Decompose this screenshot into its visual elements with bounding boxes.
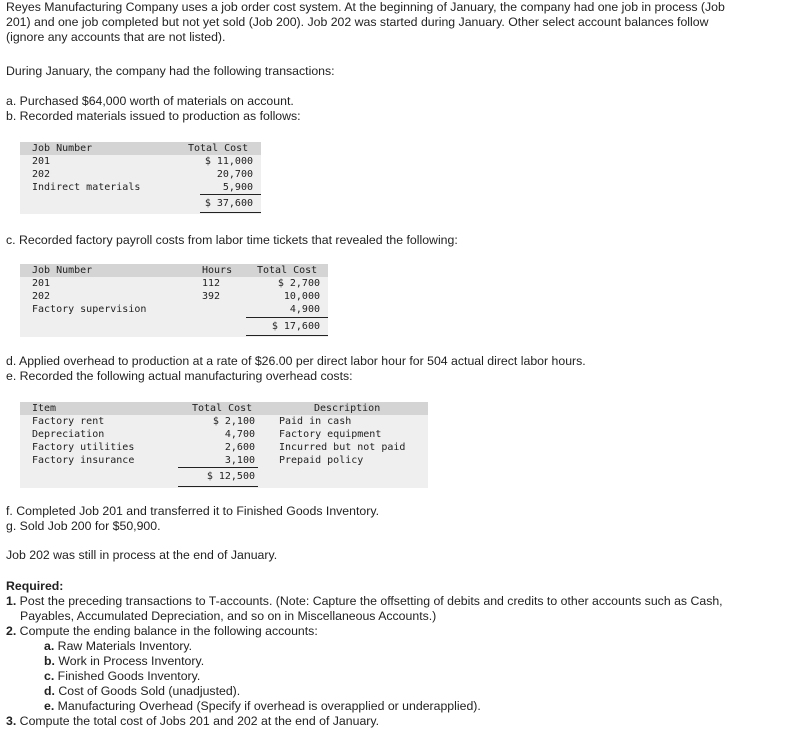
table-cell: Factory utilities (32, 442, 135, 453)
required-1-cont: Payables, Accumulated Depreciation, and so on in Miscellaneous Accounts.) (20, 609, 437, 623)
table-cell: $ 11,000 (204, 156, 253, 167)
header-description: Description (314, 403, 381, 414)
transaction-g: g. Sold Job 200 for $50,900. (6, 519, 161, 533)
intro-line-3: (ignore any accounts that are not listed). (6, 30, 226, 44)
required-2b: b. Work in Process Inventory. (44, 654, 205, 668)
required-2e: e. Manufacturing Overhead (Specify if overhead is overapplied or underapplied). (44, 699, 481, 713)
required-title: Required: (6, 579, 64, 593)
table-cell: Prepaid policy (279, 455, 364, 466)
table-cell: 201 (32, 278, 51, 289)
table-cell: Factory insurance (32, 455, 135, 466)
transaction-f: f. Completed Job 201 and transferred it to Finished Goods Inventory. (6, 504, 379, 518)
table-cell: 4,700 (224, 429, 255, 440)
header-total-cost: Total Cost (257, 265, 318, 276)
required-3: 3. Compute the total cost of Jobs 201 and 202 at the end of January. (6, 714, 380, 728)
table-cell: 10,000 (283, 291, 320, 302)
table-cell: 2,600 (224, 442, 255, 453)
required-1: 1. Post the preceding transactions to T-accounts. (Note: Capture the offsetting of debits and credits to other accounts such as Cash, (6, 594, 723, 608)
intro-line-1: Reyes Manufacturing Company uses a job order cost system. At the beginning of January, the company had one job in process (Job (6, 0, 725, 14)
labor-table (20, 264, 328, 337)
transaction-a: a. Purchased $64,000 worth of materials on account. (6, 94, 294, 108)
header-total-cost: Total Cost (188, 143, 249, 154)
table-cell: Factory rent (32, 416, 105, 427)
required-2: 2. Compute the ending balance in the following accounts: (6, 624, 318, 638)
header-hours: Hours (202, 265, 233, 276)
table-cell: Indirect materials (32, 182, 141, 193)
table-cell: 3,100 (224, 455, 255, 466)
table-cell: 392 (202, 291, 221, 302)
table-cell: 112 (202, 278, 221, 289)
overhead-table (20, 402, 428, 488)
table-cell: 20,700 (216, 169, 253, 180)
total-cell: $ 37,600 (204, 198, 253, 209)
total-cell: $ 12,500 (206, 471, 255, 482)
total-cell: $ 17,600 (271, 321, 320, 332)
header-item: Item (32, 403, 57, 414)
required-2c: c. Finished Goods Inventory. (44, 669, 201, 683)
during-heading: During January, the company had the following transactions: (6, 64, 335, 78)
header-job-number: Job Number (32, 143, 93, 154)
table-cell: Factory equipment (279, 429, 382, 440)
transaction-c: c. Recorded factory payroll costs from labor time tickets that revealed the following: (6, 233, 458, 247)
required-2d: d. Cost of Goods Sold (unadjusted). (44, 684, 241, 698)
transaction-b: b. Recorded materials issued to production as follows: (6, 109, 301, 123)
table-cell: 202 (32, 169, 51, 180)
table-cell: Depreciation (32, 429, 105, 440)
job-202-note: Job 202 was still in process at the end of January. (6, 548, 278, 562)
header-job-number: Job Number (32, 265, 93, 276)
intro-line-2: 201) and one job completed but not yet sold (Job 200). Job 202 was started during January. Other select account balances follow (6, 15, 709, 29)
table-cell: Paid in cash (279, 416, 352, 427)
materials-table (20, 142, 261, 214)
table-cell: 201 (32, 156, 51, 167)
table-cell: 202 (32, 291, 51, 302)
header-total-cost: Total Cost (192, 403, 253, 414)
table-cell: Incurred but not paid (279, 442, 406, 453)
table-cell: $ 2,100 (212, 416, 255, 427)
required-2a: a. Raw Materials Inventory. (44, 639, 193, 653)
transaction-d: d. Applied overhead to production at a rate of $26.00 per direct labor hour for 504 actual direct labor hours. (6, 354, 586, 368)
table-cell: 4,900 (289, 304, 320, 315)
table-cell: 5,900 (222, 182, 253, 193)
table-cell: $ 2,700 (277, 278, 320, 289)
transaction-e: e. Recorded the following actual manufacturing overhead costs: (6, 369, 353, 383)
table-cell: Factory supervision (32, 304, 147, 315)
